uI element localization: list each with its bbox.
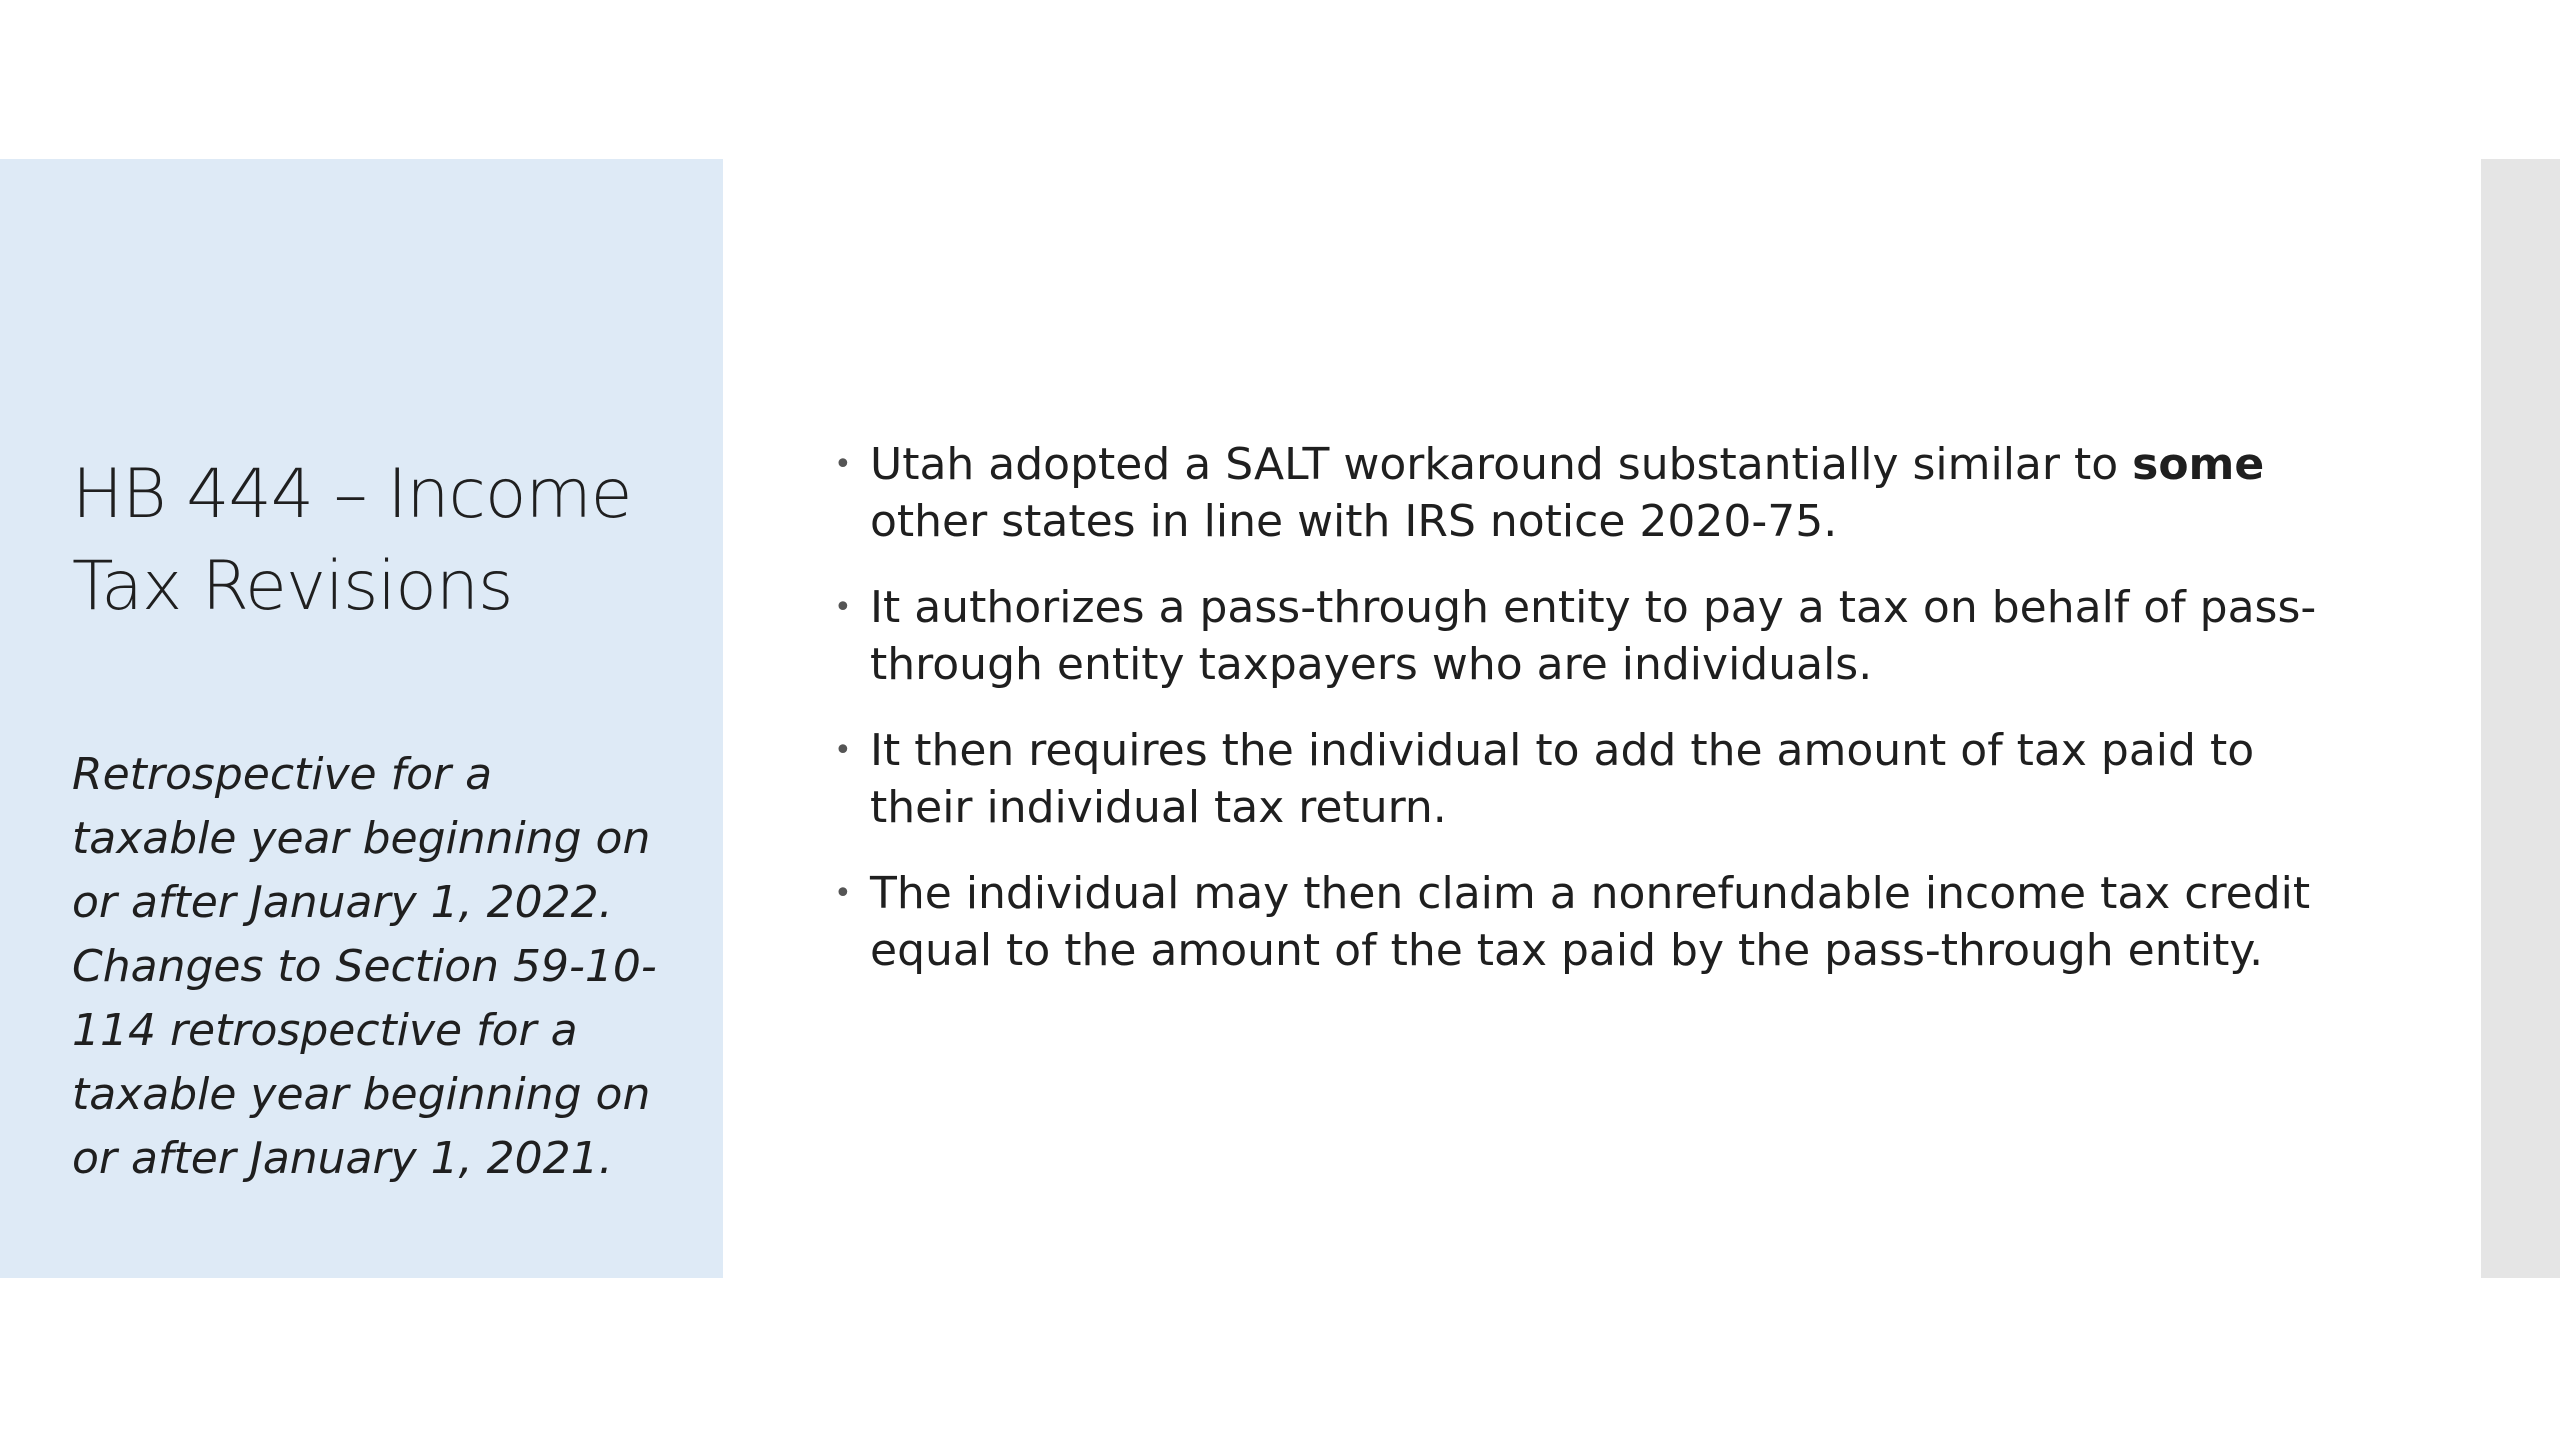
bullet-icon: • (834, 876, 852, 911)
bullet-item (834, 722, 2320, 836)
bullet-text: The individual may then claim a nonrefundable income tax credit equal to the amount of the tax paid by the pass-through entity. (870, 868, 2311, 976)
slide-subtitle: Retrospective for a taxable year beginning on or after January 1, 2022. Changes to Section 59-10-114 retrospective for a taxable year beginning on or after January 1, 2021. (72, 749, 657, 1184)
left-panel (0, 159, 723, 1278)
bullet-icon: • (834, 733, 852, 768)
bullet-item (834, 865, 2320, 979)
next-slide-edge (2481, 159, 2560, 1278)
bullet-item (834, 436, 2320, 550)
bullet-icon: • (834, 447, 852, 482)
bullet-list (834, 436, 2320, 1008)
bullet-item (834, 579, 2320, 693)
bullet-text: It authorizes a pass-through entity to pay a tax on behalf of pass-through entity taxpayers who are individuals. (870, 582, 2317, 690)
slide-title: HB 444 – Income Tax Revisions (72, 455, 632, 626)
bullet-text: Utah adopted a SALT workaround substantially similar to some other states in line with IRS notice 2020-75. (870, 439, 2265, 547)
bullet-emphasis: some (2132, 439, 2265, 490)
bullet-icon: • (834, 590, 852, 625)
bullet-text: It then requires the individual to add the amount of tax paid to their individual tax return. (870, 725, 2255, 833)
slide (0, 159, 2560, 1278)
